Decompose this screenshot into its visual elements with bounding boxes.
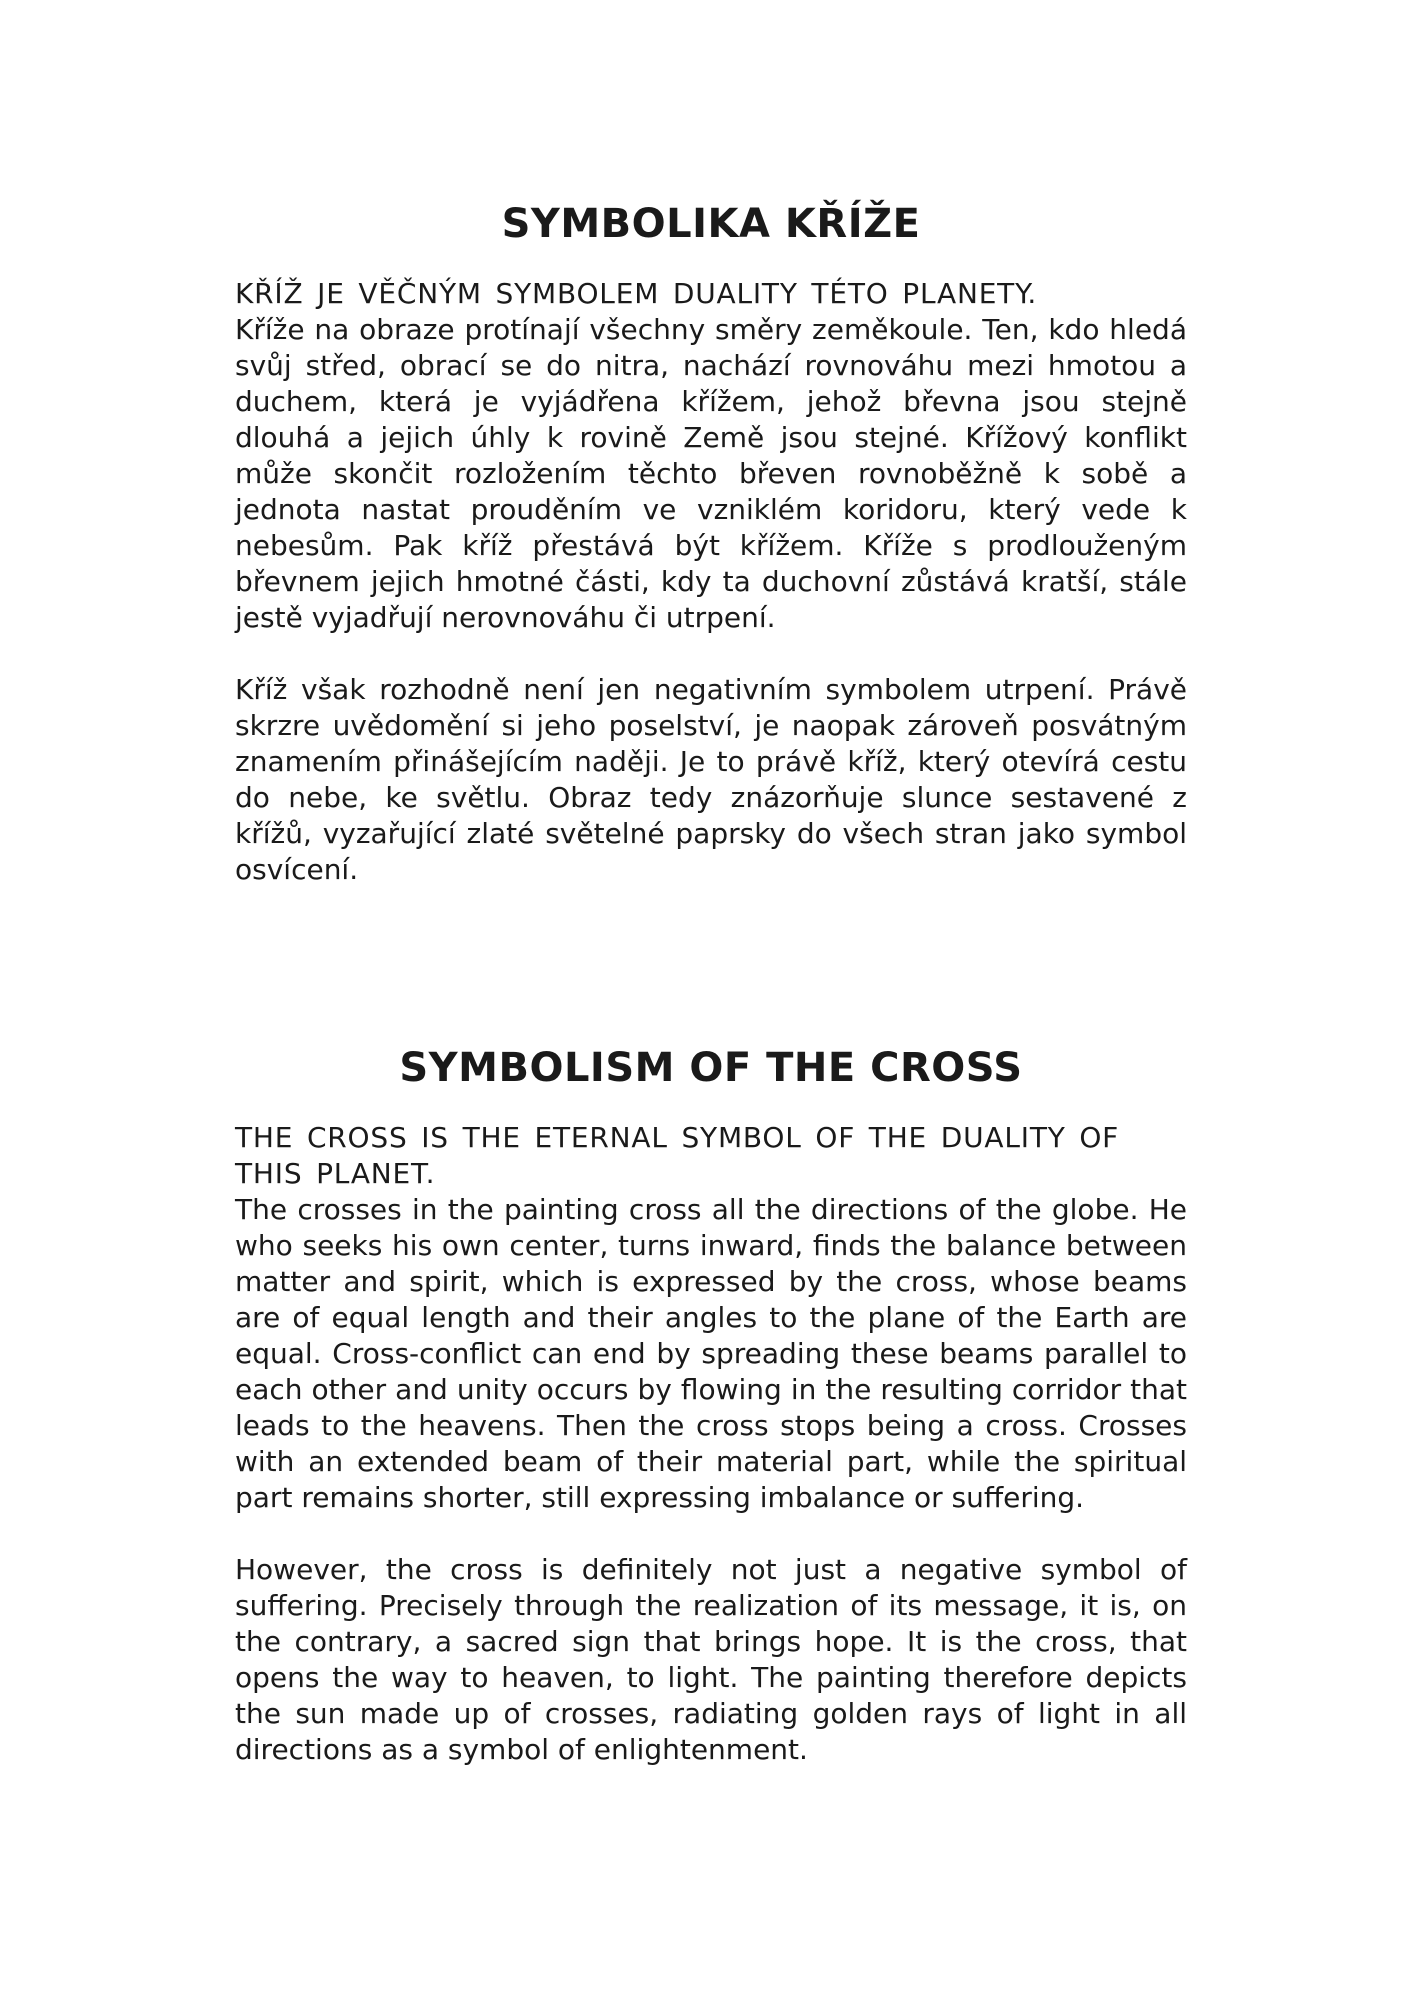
- english-paragraph-2: However, the cross is definitely not just a negative symbol of suffering. Precisely through the realization of its message, it is, on the contrary, a sacred sign that brings hope. It is the cross, that opens the way to heaven, to light. The painting therefore depicts the sun made up of crosses, radiating golden rays of light in all directions as a symbol of enlightenment.: [235, 1553, 1187, 1766]
- english-lead: THE CROSS IS THE ETERNAL SYMBOL OF THE DUALITY OF THIS PLANET.: [235, 1121, 1120, 1190]
- english-section: [235, 1040, 1187, 1768]
- czech-section: [235, 196, 1187, 888]
- czech-title: SYMBOLIKA KŘÍŽE: [501, 201, 921, 247]
- czech-lead: KŘÍŽ JE VĚČNÝM SYMBOLEM DUALITY TÉTO PLANETY.: [235, 277, 1038, 310]
- czech-paragraph-2: Kříž však rozhodně není jen negativním symbolem utrpení. Právě skrzre uvědomění si jeho poselství, je naopak zároveň posvátným znamením přinášejícím naději. Je to právě kříž, který otevírá cestu do nebe, ke světlu. Obraz tedy znázorňuje slunce sestavené z křížů, vyzařující zlaté světelné paprsky do všech stran jako symbol osvícení.: [235, 673, 1187, 886]
- english-paragraph-1: The crosses in the painting cross all the directions of the globe. He who seeks his own center, turns inward, finds the balance between matter and spirit, which is expressed by the cross, whose beams are of equal length and their angles to the plane of the Earth are equal. Cross-conflict can end by spreading these beams parallel to each other and unity occurs by flowing in the resulting corridor that leads to the heavens. Then the cross stops being a cross. Crosses with an extended beam of their material part, while the spiritual part remains shorter, still expressing imbalance or suffering.: [235, 1193, 1187, 1514]
- czech-paragraph-1: Kříže na obraze protínají všechny směry zeměkoule. Ten, kdo hledá svůj střed, obrací se do nitra, nachází rovnováhu mezi hmotou a duchem, která je vyjádřena křížem, jehož břevna jsou stejně dlouhá a jejich úhly k rovině Země jsou stejné. Křížový konflikt může skončit rozložením těchto břeven rovnoběžně k sobě a jednota nastat prouděním ve vzniklém koridoru, který vede k nebesům. Pak kříž přestává být křížem. Kříže s prodlouženým břevnem jejich hmotné části, kdy ta duchovní zůstává kratší, stále jestě vyjadřují nerovnováhu či utrpení.: [235, 313, 1187, 634]
- english-title: SYMBOLISM OF THE CROSS: [399, 1045, 1023, 1091]
